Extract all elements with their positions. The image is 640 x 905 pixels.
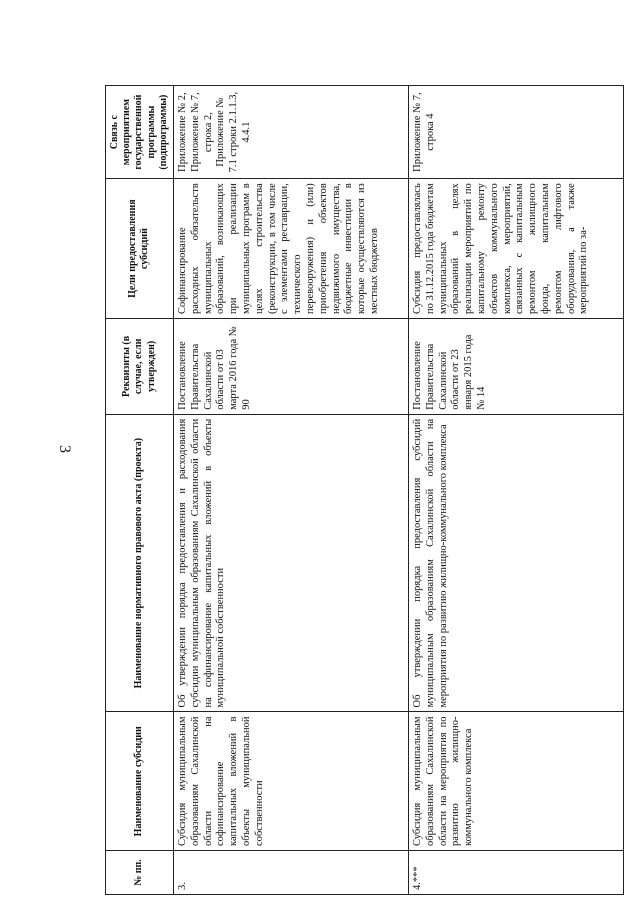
row-num: 4.*** [408, 851, 623, 895]
rotated-table-container [105, 85, 635, 895]
row-requisites: Постановление Правительства Сахалинской области от 23 января 2015 года № 14 [408, 319, 623, 415]
row-goals: Субсидия предоставлялась по 31.12.2015 года бюджетам муниципальных образований в целях реализации мероприятий по капитальному ремонту объектов коммунального комплекса, мероприятий, связанных с капитальным ремонтом жилищного фонда, капитальным ремонтом лифтового оборудования, а также мероприятий по за- [408, 179, 623, 319]
header-name: Наименование субсидии [106, 712, 174, 851]
table-header-row [106, 86, 174, 895]
row-name: Субсидия муниципальным образованиям Сахалинской области на мероприятия по развитию жилищно-коммунального комплекса [408, 712, 623, 851]
header-num: № пп. [106, 851, 174, 895]
page-number: 3 [56, 445, 73, 453]
header-goals: Цели предоставления субсидий [106, 179, 174, 319]
table-row [173, 86, 408, 895]
row-link: Приложение № 2, Приложение № 7, строка 2, Приложение № 7.1 строки 2.1.1.3, 4.4.1 [173, 86, 408, 179]
table-row [408, 86, 623, 895]
row-act: Об утверждении порядка предоставления субсидий муниципальным образованиям Сахалинской области на мероприятия по развитию жилищно-коммунального комплекса [408, 414, 623, 712]
row-goals: Софинансирование расходных обязательств муниципальных образований, возникающих при реализации муниципальных программ в целях строительства (реконструкции, в том числе с элементами реставрации, технического перевооружения) и (или) приобретения объектов недвижимого имущества, бюджетные инвестиции в которые осуществляются из местных бюджетов [173, 179, 408, 319]
row-num: 3. [173, 851, 408, 895]
row-act: Об утверждении порядка предоставления и расходования субсидии муниципальным образованиям Сахалинской области на софинансирование капитальных вложений в объекты муниципальной собственности [173, 414, 408, 712]
row-name: Субсидия муниципальным образованиям Сахалинской области на софинансирование капитальных вложений в объекты муниципальной собственности [173, 712, 408, 851]
row-requisites: Постановление Правительства Сахалинской области от 03 марта 2016 года № 90 [173, 319, 408, 415]
header-act: Наименование нормативного правового акта (проекта) [106, 414, 174, 712]
header-requisites: Реквизиты (в случае, если утвержден) [106, 319, 174, 415]
header-link: Связь с мероприятием государственной программы (подпрограммы) [106, 86, 174, 179]
row-link: Приложение № 7, строка 4 [408, 86, 623, 179]
subsidies-table [105, 85, 624, 895]
